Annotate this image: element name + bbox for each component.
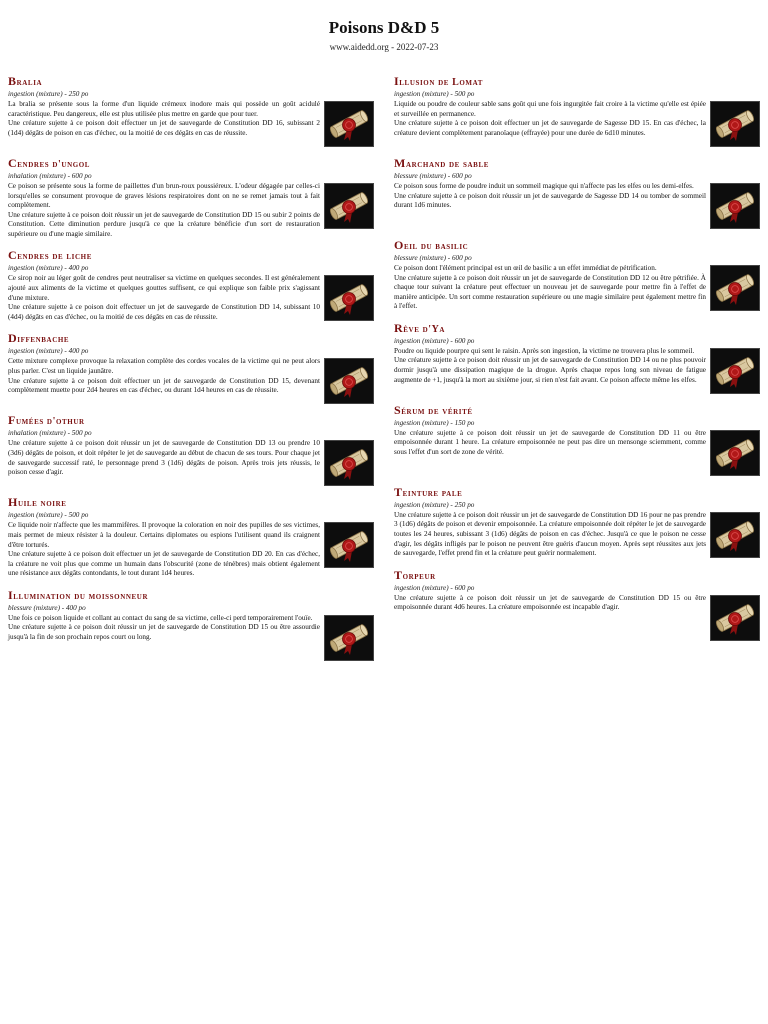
poison-name: Cendres d'ungol <box>8 156 91 170</box>
poison-type: ingestion (mixture) - 500 po <box>8 511 89 520</box>
poison-entry <box>394 568 760 641</box>
poison-type: ingestion (mixture) - 600 po <box>394 583 475 592</box>
description-paragraph: Une créature sujette à ce poison doit réussir un jet de sauvegarde de Constitution DD 13 ou prendre 10 (3d6) dégâts de poison, et doit répéter le jet de sauvegarde au début de chacun de ses tours. Pour chaque jet de sauvegarde successif raté, le personnage prend 3 (1d6) dégâts de poison. Après trois jets réussis, le poison cesse d'agir. <box>8 439 320 477</box>
poison-name: Illusion de Lomat <box>394 74 484 88</box>
scroll-seal-graphic <box>714 434 756 472</box>
poison-entry <box>8 413 374 486</box>
poison-description <box>8 439 320 477</box>
description-paragraph: Ce poison sous forme de poudre induit un sommeil magique qui n'affecte pas les elfes ou les demi-elfes. <box>394 182 694 190</box>
poison-body <box>394 429 760 476</box>
description-paragraph: Poudre ou liquide pourpre qui sent le raisin. Après son ingestion, la victime ne trouvera plus le sommeil. <box>394 346 695 355</box>
description-paragraph: Une créature sujette à ce poison doit réussir un jet de sauvegarde de Constitution DD 11 ou être empoisonnée durant 1 heure. La créature empoisonnée ne peut pas dire un mensonge sciemment, comme sous l'effet d'un sort de zone de vérité. <box>394 428 706 457</box>
scroll-seal-graphic <box>328 279 370 317</box>
scroll-with-red-seal-icon <box>324 440 374 486</box>
poison-name: Cendres de liche <box>8 248 92 263</box>
poison-name: Oeil du basilic <box>394 238 469 252</box>
poison-description <box>394 429 706 458</box>
poison-entry <box>8 495 374 578</box>
description-paragraph: Une créature sujette à ce poison doit réussir un jet de sauvegarde de Constitution DD 14 ou ne plus pouvoir dormir jusqu'à une dissipation magique de la drogue. Après chaque repos long son niveau de fatigue augmente de +1, jusqu'à la mort au sixième jour, si rien n'est fait avant. Ce poison affecte même les elfes. <box>394 356 706 384</box>
poison-body <box>8 100 374 147</box>
poison-entry <box>8 74 374 147</box>
poison-name: Torpeur <box>394 567 436 582</box>
poison-entry <box>8 588 374 661</box>
poison-type: ingestion (mixture) - 250 po <box>8 90 89 98</box>
scroll-with-red-seal-icon <box>324 358 374 404</box>
scroll-with-red-seal-icon <box>710 101 760 147</box>
description-paragraph: Ce sirop noir au léger goût de cendres peut neutraliser sa victime en quelques secondes. Il est généralement ajouté aux aliments de la victime et quelques gouttes suffisent, ce qui explique son faible prix s'agissant d'une mixture. <box>8 274 320 302</box>
poison-body <box>394 100 760 147</box>
poison-body <box>8 521 374 578</box>
poison-type: ingestion (mixture) - 500 po <box>394 90 475 98</box>
poison-body <box>394 511 760 559</box>
poison-type: inhalation (mixture) - 600 po <box>8 172 92 180</box>
poison-description <box>8 614 320 643</box>
poison-type: blessure (mixture) - 600 po <box>394 172 472 180</box>
poison-name: Marchand de sable <box>394 156 489 170</box>
poison-description <box>394 100 706 138</box>
poison-name: Illumination du moissonneur <box>8 587 149 602</box>
poison-description <box>8 100 320 138</box>
poison-name: Bralia <box>8 74 43 88</box>
poison-body <box>8 357 374 404</box>
scroll-seal-graphic <box>714 516 756 554</box>
right-column <box>394 74 760 670</box>
poison-name: Huile noire <box>8 495 67 510</box>
poison-entry <box>394 485 760 559</box>
description-paragraph: Ce liquide noir n'affecte que les mammifères. Il provoque la coloration en noir des pupilles de ses victimes, mais permet de mieux résister à la douleur. Certains diplomates ou espions l'utilisent quand ils craignent d'être torturés. <box>8 521 320 549</box>
poison-type: blessure (mixture) - 600 po <box>394 254 472 262</box>
scroll-with-red-seal-icon <box>710 512 760 558</box>
poison-type: ingestion (mixture) - 400 po <box>8 347 89 356</box>
poison-type: blessure (mixture) - 400 po <box>8 603 86 612</box>
description-paragraph: Une créature sujette à ce poison doit réussir un jet de sauvegarde de Constitution DD 15 ou être assourdie jusqu'à la fin de son prochain repos court ou long. <box>8 623 320 641</box>
description-paragraph: Une créature sujette à ce poison doit effectuer un jet de sauvegarde de Sagesse DD 15. En cas d'échec, la créature devient complètement paranoïaque (effrayée) pour une durée de 6d10 minutes. <box>394 119 706 137</box>
description-paragraph: Ce poison se présente sous la forme de paillettes d'un brun-roux poussiéreux. L'odeur dégagée par celles-ci lorsqu'elles se consument provoque de graves lésions respiratoires dont on ne se remet jamais tout à fait complètement. <box>8 182 320 210</box>
poison-type: inhalation (mixture) - 500 po <box>8 429 92 438</box>
poison-body <box>394 182 760 229</box>
poison-description <box>8 521 320 578</box>
poison-body <box>8 439 374 486</box>
scroll-seal-graphic <box>328 362 370 400</box>
scroll-with-red-seal-icon <box>324 101 374 147</box>
description-paragraph: Liquide ou poudre de couleur sable sans goût qui une fois ingurgitée fait croire à la victime qu'elle est épiée et surveillée en permanence. <box>394 100 706 118</box>
poison-type: ingestion (mixture) - 250 po <box>394 500 475 509</box>
scroll-with-red-seal-icon <box>710 595 760 641</box>
scroll-seal-graphic <box>328 526 370 564</box>
poison-body <box>394 264 760 312</box>
scroll-seal-graphic <box>328 105 370 143</box>
description-paragraph: Une créature sujette à ce poison doit effectuer un jet de sauvegarde de Constitution DD 16, subissant 2 (1d4) dégâts de poison en cas d'échec, ou la moitié de ces dégâts en cas de réussite. <box>8 119 320 137</box>
description-paragraph: La bralia se présente sous la forme d'un liquide crémeux inodore mais qui possède un goût acidulé caractéristique. Peu dangereux, elle est plus utilisée plus mettre en garde que pour tuer. <box>8 100 320 118</box>
scroll-with-red-seal-icon <box>710 430 760 476</box>
description-paragraph: Ce poison dont l'élément principal est un œil de basilic a un effet immédiat de pétrification. <box>394 264 657 272</box>
scroll-seal-graphic <box>328 444 370 482</box>
poison-description <box>394 347 706 385</box>
description-paragraph: Une créature sujette à ce poison doit réussir un jet de sauvegarde de Constitution DD 15 ou subir 2 points de Constitution. Cette diminution perdure jusqu'à ce que la créature bénéficie d'un sort de restauration supérieure ou d'une magie similaire. <box>8 210 320 238</box>
poison-description <box>394 182 706 211</box>
poison-name: Sérum de vérité <box>394 402 473 417</box>
description-paragraph: Une créature sujette à ce poison doit réussir un jet de sauvegarde de Constitution DD 15 ou être empoisonnée durant 4d6 heures. La créature empoisonnée est incapable d'agir. <box>394 593 706 612</box>
page-subtitle: www.aidedd.org - 2022-07-23 <box>329 42 439 52</box>
poison-type: ingestion (mixture) - 600 po <box>394 336 475 345</box>
scroll-with-red-seal-icon <box>710 183 760 229</box>
description-paragraph: Une créature sujette à ce poison doit réussir un jet de sauvegarde de Sagesse DD 14 ou tomber de sommeil durant 1d6 minutes. <box>394 191 706 210</box>
poison-entry <box>8 248 374 322</box>
description-paragraph: Une créature sujette à ce poison doit effectuer un jet de sauvegarde de Constitution DD 15, devenant complètement muette pour 2d4 heures en cas d'échec, ou durant 1d4 heures en cas de réussite. <box>8 376 320 395</box>
scroll-seal-graphic <box>328 187 370 225</box>
scroll-seal-graphic <box>714 187 756 225</box>
poison-body <box>394 347 760 394</box>
description-paragraph: Cette mixture complexe provoque la relaxation complète des cordes vocales de la victime qui ne peut alors plus parler. C'est un liquide jaunâtre. <box>8 357 320 375</box>
poison-columns <box>8 74 760 670</box>
description-paragraph: Une fois ce poison liquide et collant au contact du sang de sa victime, celle-ci perd temporairement l'ouïe. <box>8 613 313 622</box>
poison-body <box>8 182 374 239</box>
poison-entry <box>394 321 760 394</box>
poison-entry <box>394 156 760 229</box>
scroll-seal-graphic <box>714 269 756 307</box>
description-paragraph: Une créature sujette à ce poison doit réussir un jet de sauvegarde de Constitution DD 16 pour ne pas prendre 3 (1d6) dégâts de poison et devenir empoisonnée. La créature empoisonnée doit répéter le jet de sauvegarde toutes les 24 heures, subissant 3 (1d6) dégâts de poison en cas d'échec. Jusqu'à ce que le poison ne cesse d'agir, les dégâts infligés par le poison ne peuvent être guéris d'aucun moyen. Après sept réussites aux jets de sauvegarde, l'effet prend fin et la créature peut guérir normalement. <box>394 510 706 558</box>
scroll-with-red-seal-icon <box>710 348 760 394</box>
scroll-with-red-seal-icon <box>324 615 374 661</box>
description-paragraph: Une créature sujette à ce poison doit réussir un jet de sauvegarde de Constitution DD 12 ou être pétrifiée. À chaque tour suivant la créature peut effectuer un nouveau jet de sauvegarde pour mettre fin à l'effet de manière anticipée. Un sort comme restauration supérieure ou une magie similaire peut également mettre fin à l'effet. <box>394 273 706 311</box>
poison-entry <box>394 238 760 312</box>
poison-body <box>8 274 374 322</box>
poison-description <box>394 594 706 613</box>
poison-name: Fumées d'othur <box>8 413 85 428</box>
scroll-with-red-seal-icon <box>710 265 760 311</box>
scroll-seal-graphic <box>714 352 756 390</box>
poison-entry <box>8 156 374 239</box>
scroll-with-red-seal-icon <box>324 275 374 321</box>
scroll-seal-graphic <box>328 619 370 657</box>
page-title: Poisons D&D 5 <box>328 18 440 37</box>
poison-entry <box>394 403 760 476</box>
scroll-with-red-seal-icon <box>324 183 374 229</box>
poison-entry <box>394 74 760 147</box>
scroll-seal-graphic <box>714 105 756 143</box>
scroll-with-red-seal-icon <box>324 522 374 568</box>
poison-description <box>8 357 320 395</box>
poison-description <box>8 182 320 239</box>
description-paragraph: Une créature sujette à ce poison doit effectuer un jet de sauvegarde de Constitution DD 20. En cas d'échec, la créature ne voit plus que comme un humain dans l'obscurité (zone de ténèbres) mais obtient également une résistance aux dégâts contondants, le tout durant 1d4 heures. <box>8 550 320 578</box>
poison-type: ingestion (mixture) - 400 po <box>8 264 89 273</box>
poison-name: Teinture pale <box>394 484 463 499</box>
scroll-seal-graphic <box>714 599 756 637</box>
poison-type: ingestion (mixture) - 150 po <box>394 418 475 427</box>
poison-name: Diffenbache <box>8 331 70 346</box>
poison-body <box>8 614 374 661</box>
poison-body <box>394 594 760 641</box>
poison-description <box>8 274 320 322</box>
poison-description <box>394 511 706 559</box>
poison-description <box>394 264 706 312</box>
document-header <box>0 0 768 52</box>
poison-name: Rêve d'Ya <box>394 320 446 335</box>
left-column <box>8 74 374 670</box>
description-paragraph: Une créature sujette à ce poison doit effectuer un jet de sauvegarde de Constitution DD 14, subissant 10 (4d4) dégâts en cas d'échec, ou la moitié de ces dégâts en cas de réussite. <box>8 303 320 321</box>
poison-entry <box>8 331 374 404</box>
